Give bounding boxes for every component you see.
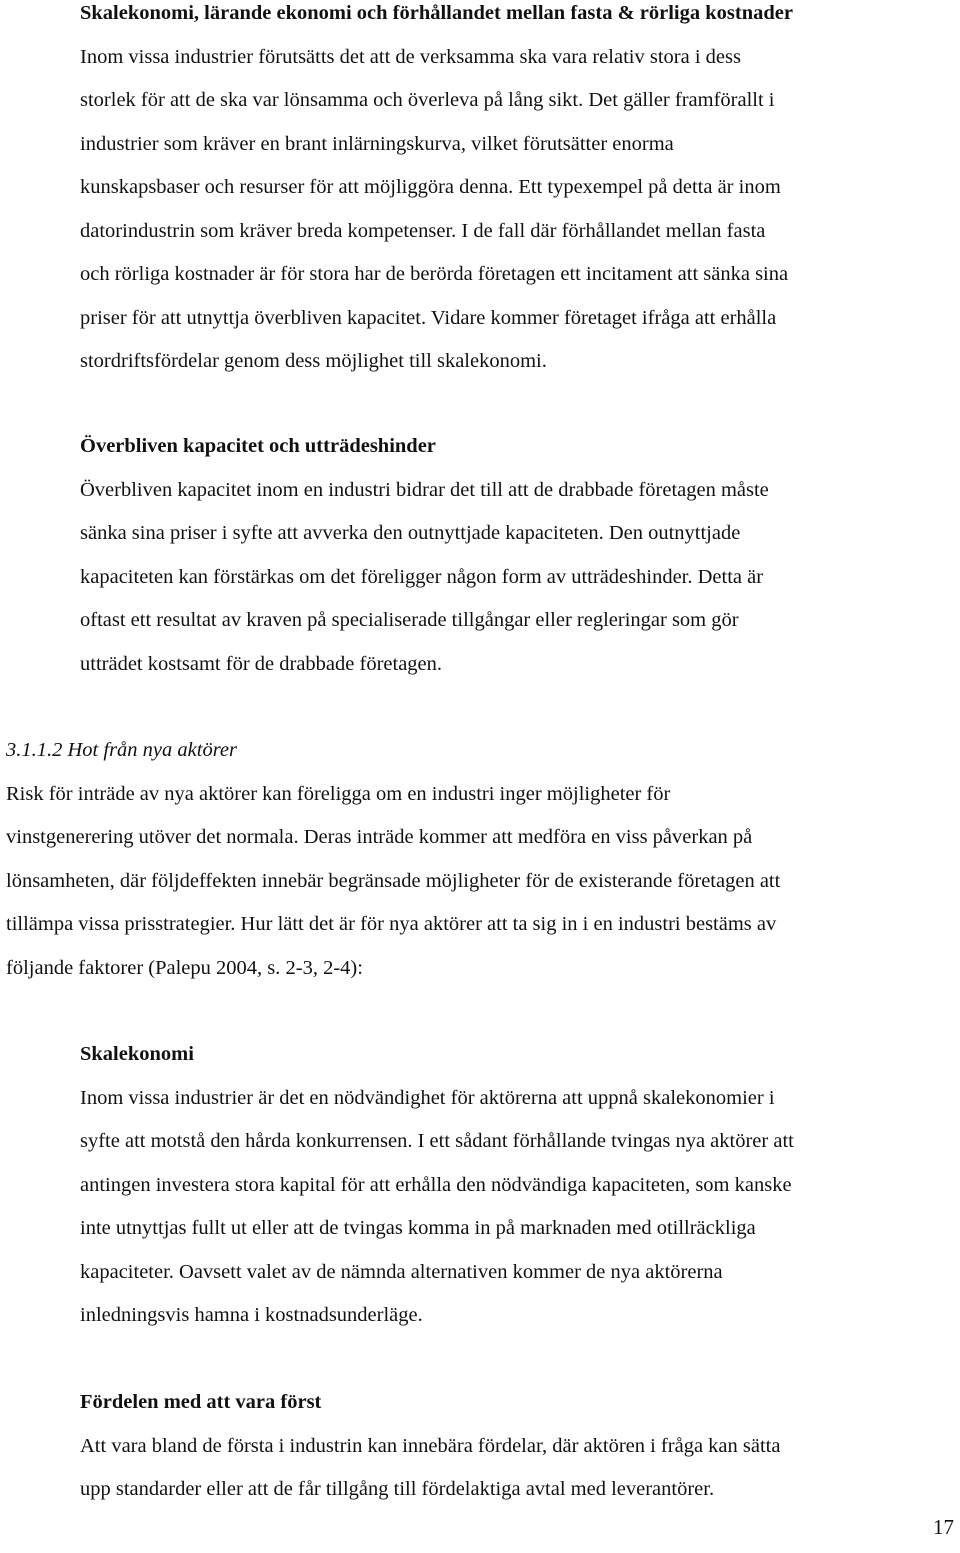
section-overbliven-kapacitet bbox=[80, 425, 769, 686]
section-heading: Fördelen med att vara först bbox=[80, 1391, 322, 1413]
body-line: upp standarder eller att de får tillgång till fördelaktiga avtal med leverantörer. bbox=[80, 1478, 715, 1500]
page-number: 17 bbox=[933, 1515, 954, 1539]
body-line: Överbliven kapacitet inom en industri bidrar det till att de drabbade företagen måste bbox=[80, 478, 769, 501]
body-line: datorindustrin som kräver breda kompetenser. I de fall där förhållandet mellan fasta bbox=[80, 219, 766, 242]
body-line: lönsamheten, där följdeffekten innebär begränsade möjligheter för de existerande företagen att bbox=[6, 869, 781, 892]
body-line: inledningsvis hamna i kostnadsunderläge. bbox=[80, 1304, 423, 1326]
body-line: storlek för att de ska var lönsamma och överleva på lång sikt. Det gäller framförallt i bbox=[80, 89, 775, 111]
body-line: syfte att motstå den hårda konkurrensen. I ett sådant förhållande tvingas nya aktörer att bbox=[80, 1130, 794, 1152]
body-line: priser för att utnyttja överbliven kapacitet. Vidare kommer företaget ifråga att erhålla bbox=[80, 306, 777, 329]
body-line: stordriftsfördelar genom dess möjlighet till skalekonomi. bbox=[80, 350, 547, 372]
body-line: kunskapsbaser och resurser för att möjliggöra denna. Ett typexempel på detta är inom bbox=[80, 176, 781, 198]
body-line: industrier som kräver en brant inlärningskurva, vilket förutsätter enorma bbox=[80, 132, 674, 155]
body-line: Att vara bland de första i industrin kan innebära fördelar, där aktören i fråga kan sätta bbox=[80, 1434, 781, 1457]
body-line: Risk för inträde av nya aktörer kan föreligga om en industri inger möjligheter för bbox=[6, 782, 671, 805]
body-line: vinstgenerering utöver det normala. Deras inträde kommer att medföra en viss påverkan på bbox=[6, 826, 753, 848]
body-line: Inom vissa industrier förutsätts det att de verksamma ska vara relativ stora i dess bbox=[80, 45, 741, 68]
body-line: Inom vissa industrier är det en nödvändighet för aktörerna att uppnå skalekonomier i bbox=[80, 1086, 775, 1109]
section-skalekonomi-larande bbox=[80, 0, 793, 384]
section-heading: Skalekonomi bbox=[80, 1043, 194, 1065]
body-line: kapaciteten kan förstärkas om det föreligger någon form av utträdeshinder. Detta är bbox=[80, 565, 764, 588]
section-heading: Skalekonomi, lärande ekonomi och förhållandet mellan fasta & rörliga kostnader bbox=[80, 2, 793, 24]
body-line: tillämpa vissa prisstrategier. Hur lätt det är för nya aktörer att ta sig in i en industri bestäms av bbox=[6, 913, 777, 935]
section-heading: Överbliven kapacitet och utträdeshinder bbox=[80, 435, 436, 457]
body-line: sänka sina priser i syfte att avverka den outnyttjade kapaciteten. Den outnyttjade bbox=[80, 522, 741, 544]
body-line: kapaciteter. Oavsett valet av de nämnda alternativen kommer de nya aktörerna bbox=[80, 1260, 723, 1283]
body-line: inte utnyttjas fullt ut eller att de tvingas komma in på marknaden med otillräckliga bbox=[80, 1217, 756, 1239]
section-skalekonomi bbox=[80, 1033, 794, 1338]
body-line: och rörliga kostnader är för stora har de berörda företagen ett incitament att sänka sina bbox=[80, 263, 789, 285]
section-hot-fran-nya-aktorer bbox=[6, 729, 780, 990]
body-line: oftast ett resultat av kraven på specialiserade tillgångar eller regleringar som gör bbox=[80, 609, 739, 631]
section-heading: 3.1.1.2 Hot från nya aktörer bbox=[6, 739, 237, 761]
body-line: utträdet kostsamt för de drabbade företagen. bbox=[80, 652, 443, 675]
body-line: följande faktorer (Palepu 2004, s. 2-3, 2-4): bbox=[6, 956, 363, 979]
body-line: antingen investera stora kapital för att erhålla den nödvändiga kapaciteten, som kanske bbox=[80, 1173, 792, 1196]
section-fordelen-med-att-vara-forst bbox=[80, 1381, 780, 1512]
